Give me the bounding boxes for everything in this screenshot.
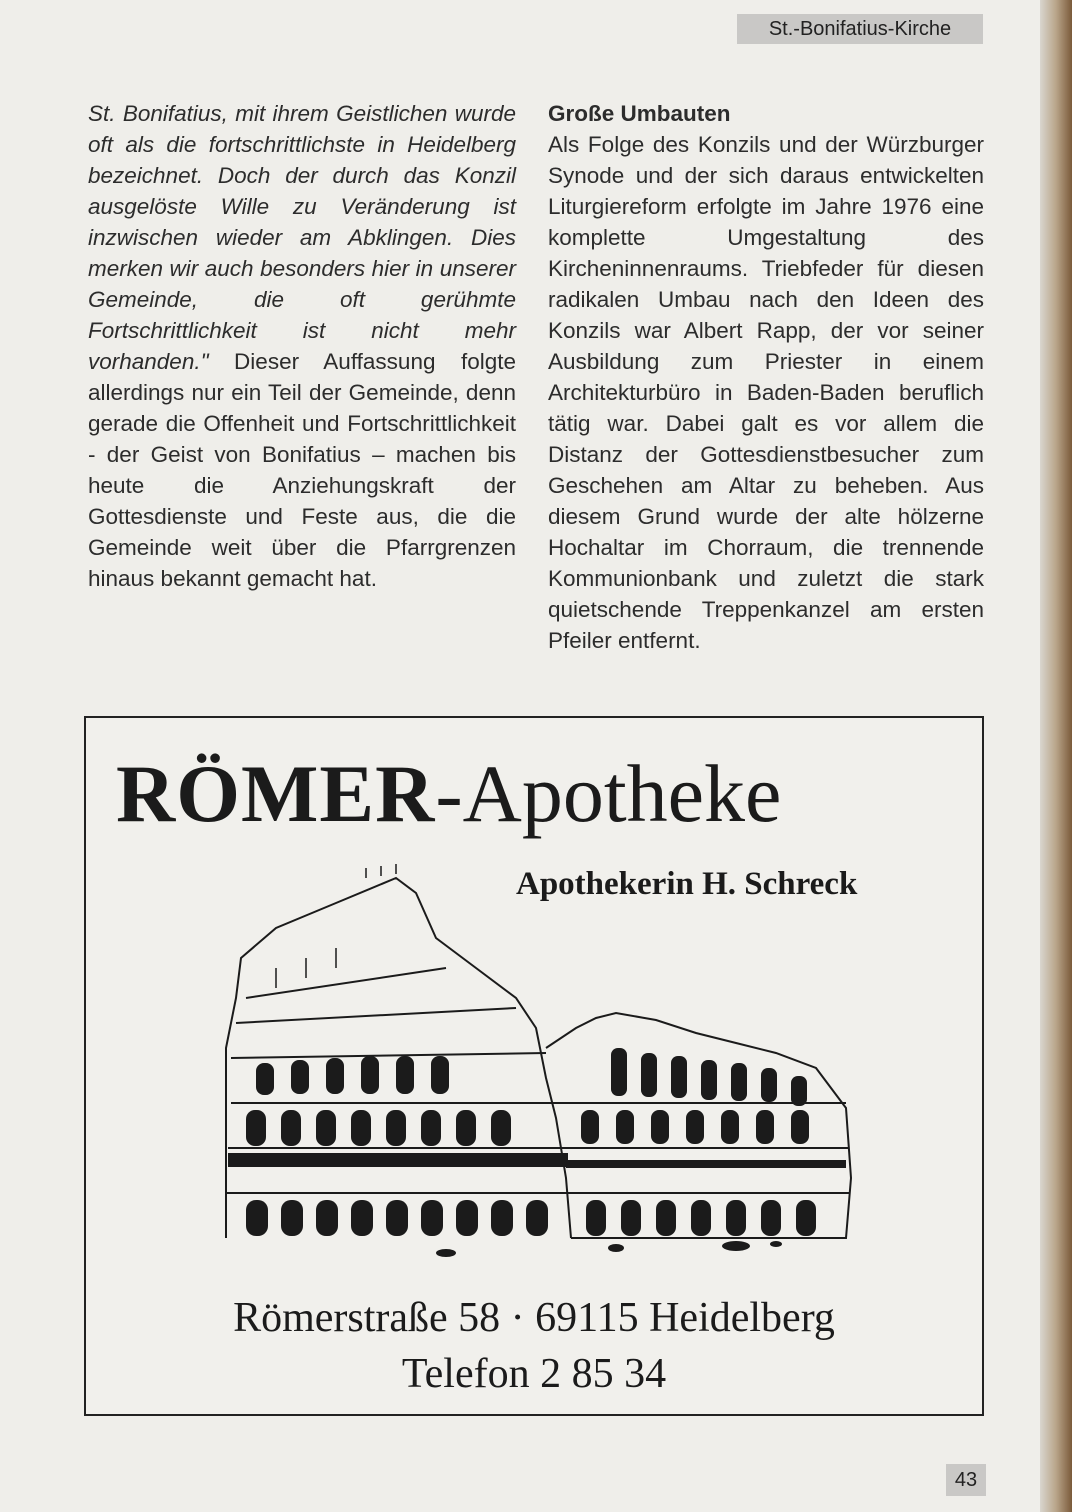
left-paragraph bbox=[88, 98, 516, 594]
colosseum-illustration bbox=[216, 848, 856, 1278]
section-heading: Große Umbauten bbox=[548, 101, 731, 126]
ad-phone: Telefon 2 85 34 bbox=[401, 1351, 667, 1397]
pharmacy-advertisement bbox=[84, 716, 984, 1416]
ad-address: Römerstraße 58 · 69115 Heidelberg bbox=[233, 1295, 835, 1341]
left-text-column bbox=[88, 98, 516, 594]
ad-title-rest: -Apotheke bbox=[435, 748, 782, 839]
body-text: Dieser Auffassung folgte allerdings nur ein Teil der Gemeinde, denn gerade die Offenheit und Fortschrittlichkeit - der Geist von Bonifatius – machen bis heute die Anziehungskraft der Gottesdienste und Feste aus, die die Gemeinde weit über die Pfarrgrenzen hinaus bekannt gemacht hat. bbox=[88, 349, 516, 591]
ad-title bbox=[116, 748, 956, 840]
page-edge-background bbox=[1040, 0, 1072, 1512]
page-number: 43 bbox=[946, 1464, 986, 1496]
ad-title-bold: RÖMER bbox=[116, 748, 436, 839]
ad-pharmacist: Apothekerin H. Schreck bbox=[516, 866, 858, 902]
right-paragraph: Als Folge des Konzils und der Würzburger Synode und der sich daraus entwickelten Liturgiereform erfolgte im Jahre 1976 eine komplette Umgestaltung des Kircheninnenraums. Triebfeder für diesen radikalen Umbau nach den Ideen des Konzils war Albert Rapp, der vor seiner Ausbildung zum Priester in einem Architekturbüro in Baden-Baden beruflich tätig war. Dabei galt es vor allem die Distanz der Gottesdienstbesucher zum Geschehen am Altar zu beheben. Aus diesem Grund wurde der alte hölzerne Hochaltar im Chorraum, die trennende Kommunionbank und zuletzt die stark quietschende Treppenkanzel am ersten Pfeiler entfernt. bbox=[548, 132, 984, 653]
quote-text: St. Bonifatius, mit ihrem Geistlichen wurde oft als die fortschrittlichste in Heidelberg bezeichnet. Doch der durch das Konzil ausgelöste Wille zu Veränderung ist inzwischen wieder am Abklingen. Dies merken wir auch besonders hier in unserer Gemeinde, die oft gerühmte Fortschrittlichkeit ist nicht mehr vorhanden." bbox=[88, 101, 516, 374]
section-header-tab: St.-Bonifatius-Kirche bbox=[737, 14, 983, 44]
right-text-column bbox=[548, 98, 984, 656]
